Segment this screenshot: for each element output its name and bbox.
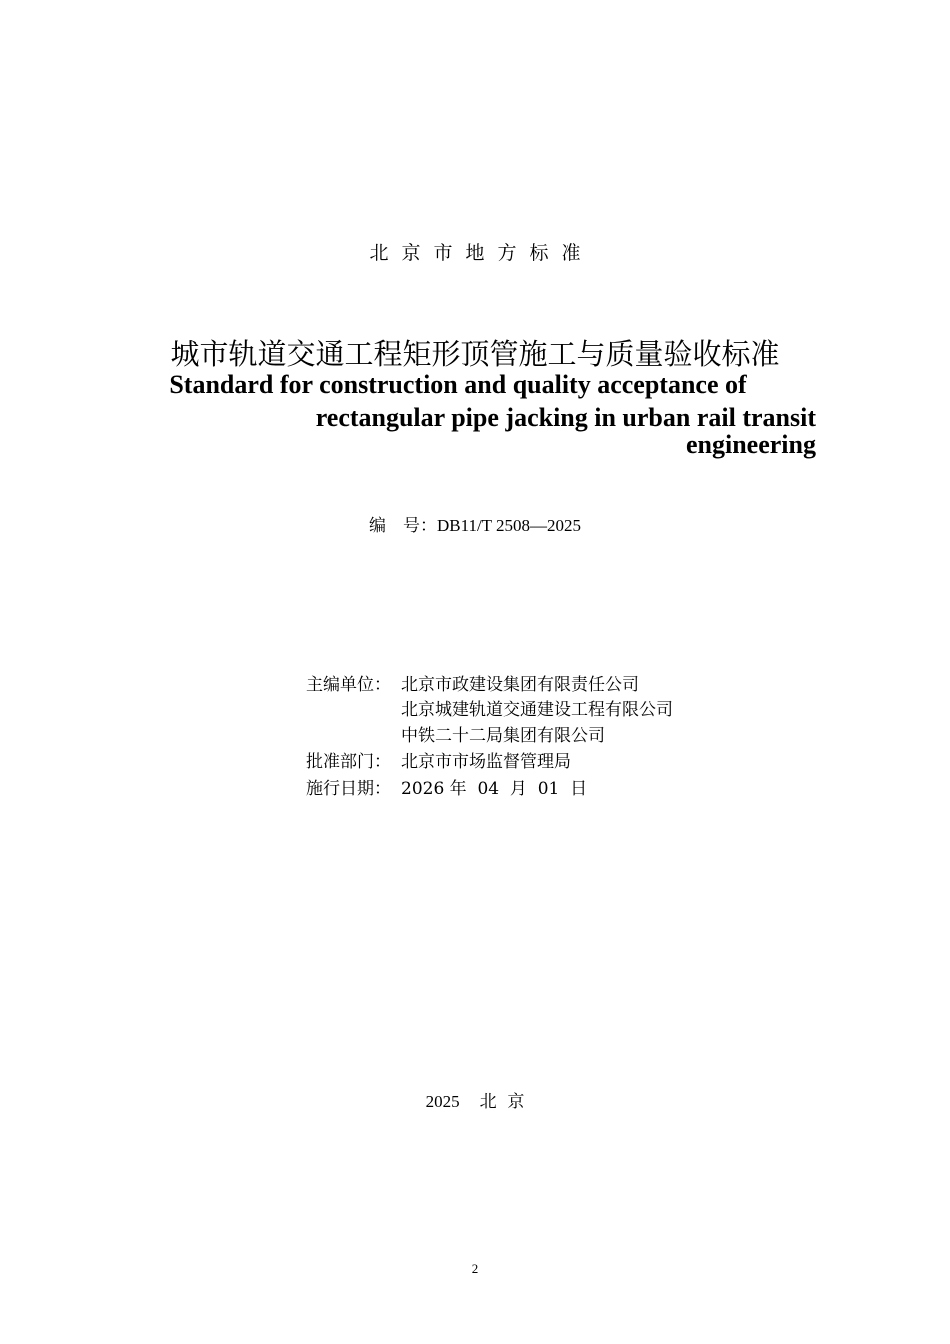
title-chinese: 城市轨道交通工程矩形顶管施工与质量验收标准 xyxy=(170,337,780,371)
editor-row-2 xyxy=(306,695,673,720)
editor-row-3 xyxy=(306,721,605,746)
effective-label: 施行日期： xyxy=(306,779,391,799)
standard-number-label: 编 号： xyxy=(368,516,437,536)
editor-label: 主编单位： xyxy=(306,675,391,695)
standard-number xyxy=(0,511,950,536)
footer-year: 2025 xyxy=(425,1092,460,1111)
approval-row xyxy=(306,747,571,772)
document-category: 北京市地方标准 xyxy=(369,242,594,264)
editor-name: 中铁二十二局集团有限公司 xyxy=(401,726,605,746)
title-english xyxy=(116,368,816,459)
title-english-line2: rectangular pipe jacking in urban rail transit xyxy=(315,403,816,432)
title-english-line3: engineering xyxy=(686,430,816,459)
approval-label: 批准部门： xyxy=(306,752,391,772)
effective-value: 2026 年 04 月 01 日 xyxy=(401,779,588,799)
page-number: 2 xyxy=(471,1261,479,1276)
effective-date-row xyxy=(306,774,587,799)
footer-place: 北 京 xyxy=(479,1092,525,1112)
editor-name: 北京城建轨道交通建设工程有限公司 xyxy=(401,700,673,720)
title-english-line1: Standard for construction and quality acceptance of xyxy=(169,370,747,399)
approval-value: 北京市市场监督管理局 xyxy=(401,752,571,772)
standard-number-value: DB11/T 2508—2025 xyxy=(436,516,582,535)
editor-name: 北京市政建设集团有限责任公司 xyxy=(401,675,639,695)
editor-row-1 xyxy=(306,670,639,695)
footer-year-place xyxy=(0,1087,950,1112)
